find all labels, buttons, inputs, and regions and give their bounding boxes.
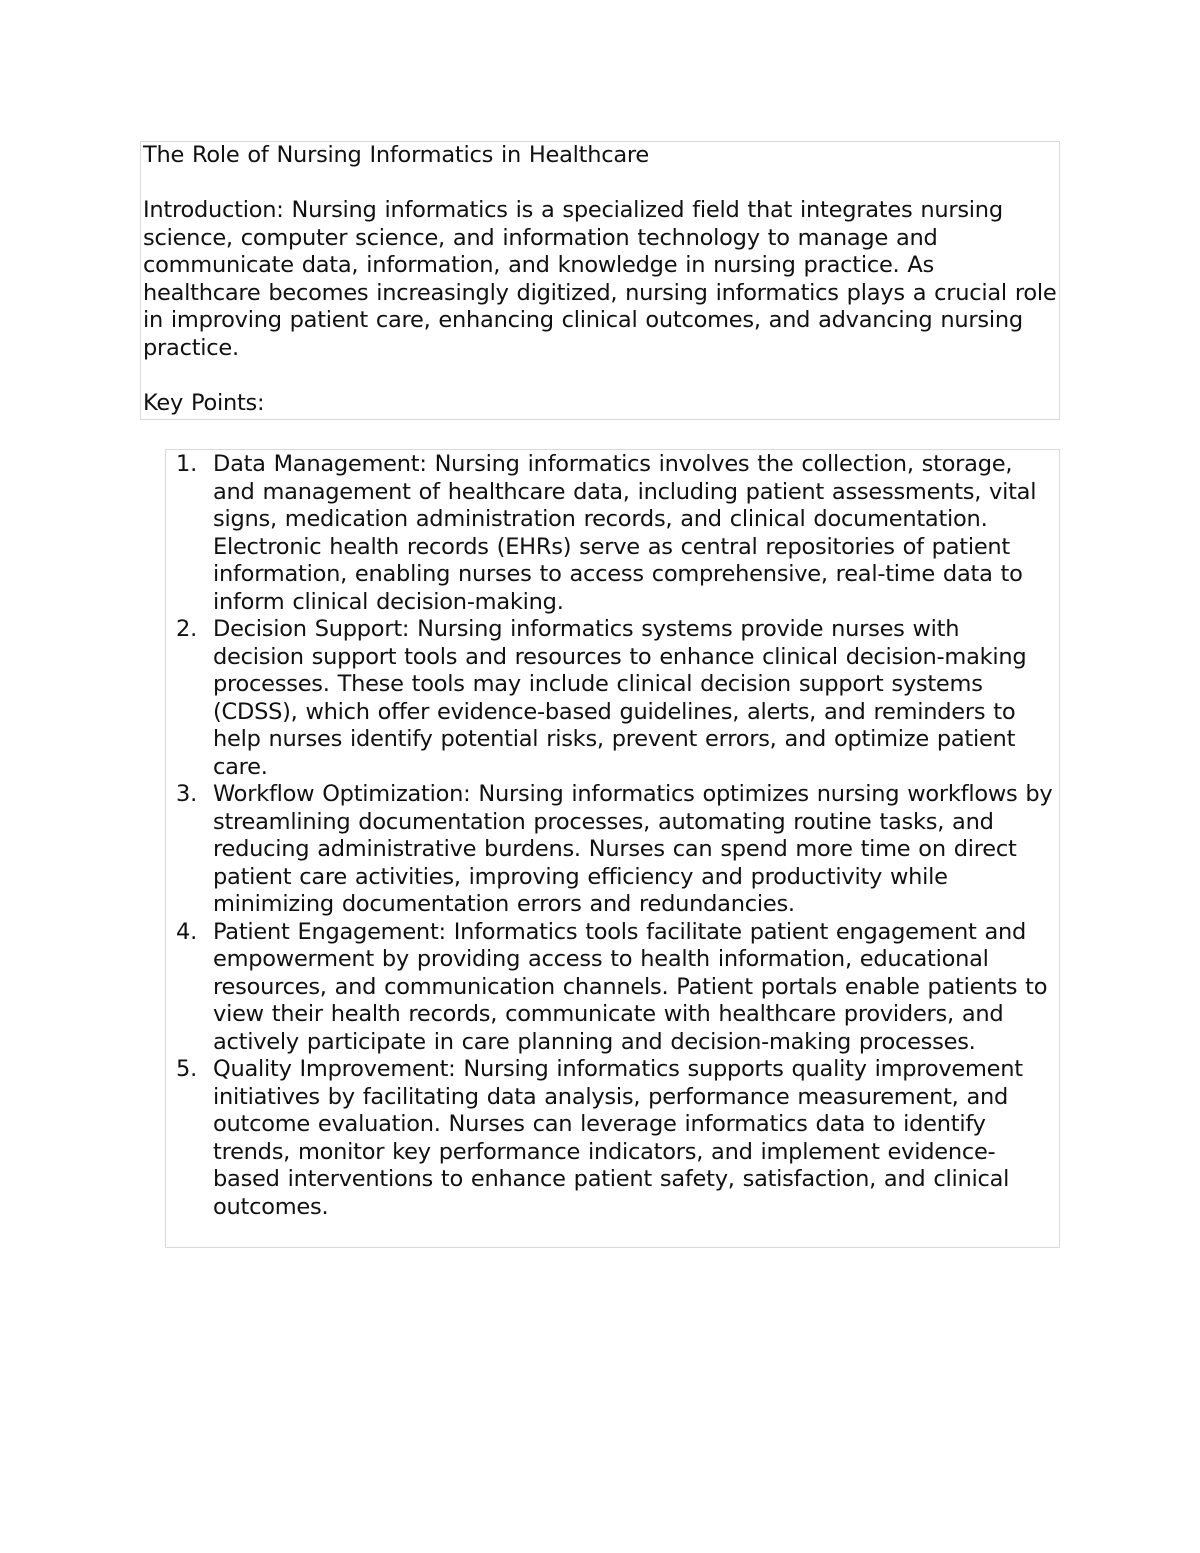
list-item-text: Data Management: Nursing informatics involves the collection, storage, and management of healthcare data, including patient assessments, vital signs, medication administration records, and clinical documentation. Electronic health records (EHRs) serve as central repositories of patient information, enabling nurses to access comprehensive, real-time data to inform clinical decision-making. xyxy=(213,451,1037,615)
list-item xyxy=(166,919,1061,1057)
list-item xyxy=(166,781,1061,919)
list-item-text: Decision Support: Nursing informatics systems provide nurses with decision support tools and resources to enhance clinical decision-making processes. These tools may include clinical decision support systems (CDSS), which offer evidence-based guidelines, alerts, and reminders to help nurses identify potential risks, prevent errors, and optimize patient care. xyxy=(213,616,1027,780)
intro-section xyxy=(140,141,1060,420)
list-item-number: 4. xyxy=(176,918,197,945)
list-item-text: Quality Improvement: Nursing informatics supports quality improvement initiatives by facilitating data analysis, performance measurement, and outcome evaluation. Nurses can leverage informatics data to identify trends, monitor key performance indicators, and implement evidence-based interventions to enhance patient safety, satisfaction, and clinical outcomes. xyxy=(213,1056,1023,1220)
spacer xyxy=(143,170,1059,198)
key-points-section xyxy=(165,449,1060,1248)
spacer xyxy=(143,362,1059,390)
list-item xyxy=(166,616,1061,781)
list-item-number: 1. xyxy=(176,451,197,477)
key-points-heading: Key Points: xyxy=(143,389,265,416)
list-item-number: 2. xyxy=(176,616,197,642)
list-item-number: 5. xyxy=(176,1056,197,1082)
list-item xyxy=(166,451,1061,616)
list-item-number: 3. xyxy=(176,781,197,807)
list-item xyxy=(166,1056,1061,1221)
list-item-text: Patient Engagement: Informatics tools facilitate patient engagement and empowerment by providing access to health information, educational resources, and communication channels. Patient portals enable patients to view their health records, communicate with healthcare providers, and actively participate in care planning and decision-making processes. xyxy=(213,918,1048,1055)
list-item-text: Workflow Optimization: Nursing informatics optimizes nursing workflows by streamlining documentation processes, automating routine tasks, and reducing administrative burdens. Nurses can spend more time on direct patient care activities, improving efficiency and productivity while minimizing documentation errors and redundancies. xyxy=(213,781,1053,917)
key-points-list xyxy=(166,451,1061,1221)
document-title: The Role of Nursing Informatics in Healthcare xyxy=(143,142,649,168)
introduction-paragraph: Introduction: Nursing informatics is a specialized field that integrates nursing science, computer science, and information technology to manage and communicate data, information, and knowledge in nursing practice. As healthcare becomes increasingly digitized, nursing informatics plays a crucial role in improving patient care, enhancing clinical outcomes, and advancing nursing practice. xyxy=(143,197,1057,361)
